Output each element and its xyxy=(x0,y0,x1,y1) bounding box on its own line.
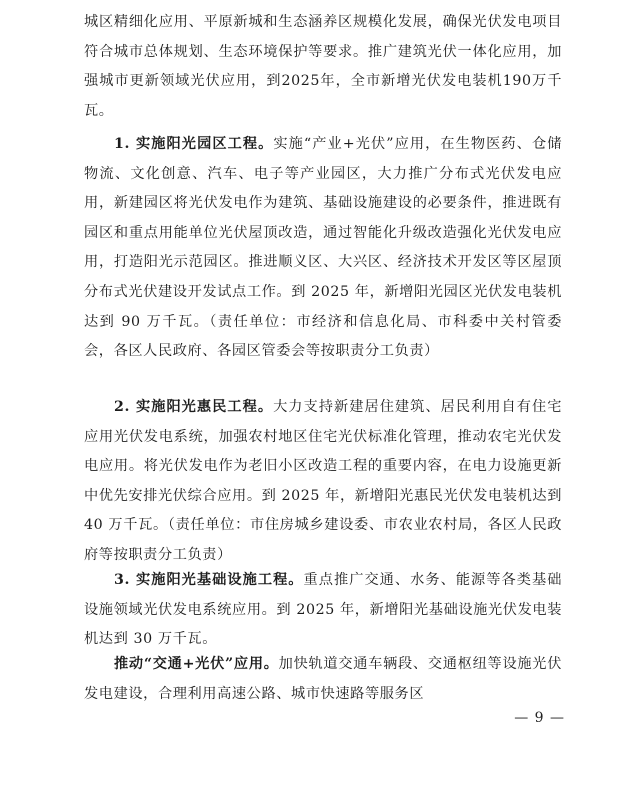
paragraph-sunshine-infrastructure xyxy=(84,566,562,655)
paragraph-body: 城区精细化应用、平原新城和生态涵养区规模化发展，确保光伏发电项目符合城市总体规划、生态环境保护等要求。推广建筑光伏一体化应用，加强城市更新领域光伏应用，到2025年，全市新增光伏发电装机190万千瓦。 xyxy=(84,14,562,119)
paragraph-body: 加快轨道交通车辆段、交通枢纽等设施光伏发电建设，合理利用高速公路、城市快速路等服务区 xyxy=(84,656,562,702)
paragraph-sunshine-parks xyxy=(84,130,562,367)
paragraph-heading: 推动“交通+光伏”应用。 xyxy=(114,656,279,672)
paragraph-body: 重点推广交通、水务、能源等各类基础设施领域光伏发电系统应用。到 2025 年，新增阳光基础设施光伏发电装机达到 30 万千瓦。 xyxy=(84,572,563,648)
paragraph-heading: 3. 实施阳光基础设施工程。 xyxy=(114,572,304,588)
paragraph-body: 实施“产业+光伏”应用，在生物医药、仓储物流、文化创意、汽车、电子等产业园区，大力推广分布式光伏发电应用，新建园区将光伏发电作为建筑、基础设施建设的必要条件，推进既有园区和重点用能单位光伏屋顶改造，通过智能化升级改造强化光伏发电应用，打造阳光示范园区。推进顺义区、大兴区、经济技术开发区等区屋顶分布式光伏建设开发试点工作。到 2025 年，新增阳光园区光伏发电装机达到 90 万千瓦。（责任单位：市经济和信息化局、市科委中关村管委会，各区人民政府、各园区管委会等按职责分工负责） xyxy=(84,136,562,360)
paragraph-sunshine-benefit xyxy=(84,393,562,571)
page-number: — 9 — xyxy=(514,710,565,726)
paragraph-body: 大力支持新建居住建筑、居民利用自有住宅应用光伏发电系统，加强农村地区住宅光伏标准化管理，推动农宅光伏发电应用。将光伏发电作为老旧小区改造工程的重要内容，在电力设施更新中优先安排光伏综合应用。到 2025 年，新增阳光惠民光伏发电装机达到 40 万千瓦。（责任单位：市住房城乡建设委、市农业农村局，各区人民政府等按职责分工负责） xyxy=(84,399,563,563)
paragraph-heading: 2. 实施阳光惠民工程。 xyxy=(114,399,274,415)
paragraph-transport-pv xyxy=(84,650,562,709)
paragraph-heading: 1. 实施阳光园区工程。 xyxy=(114,136,274,152)
paragraph-continuation xyxy=(84,8,562,126)
